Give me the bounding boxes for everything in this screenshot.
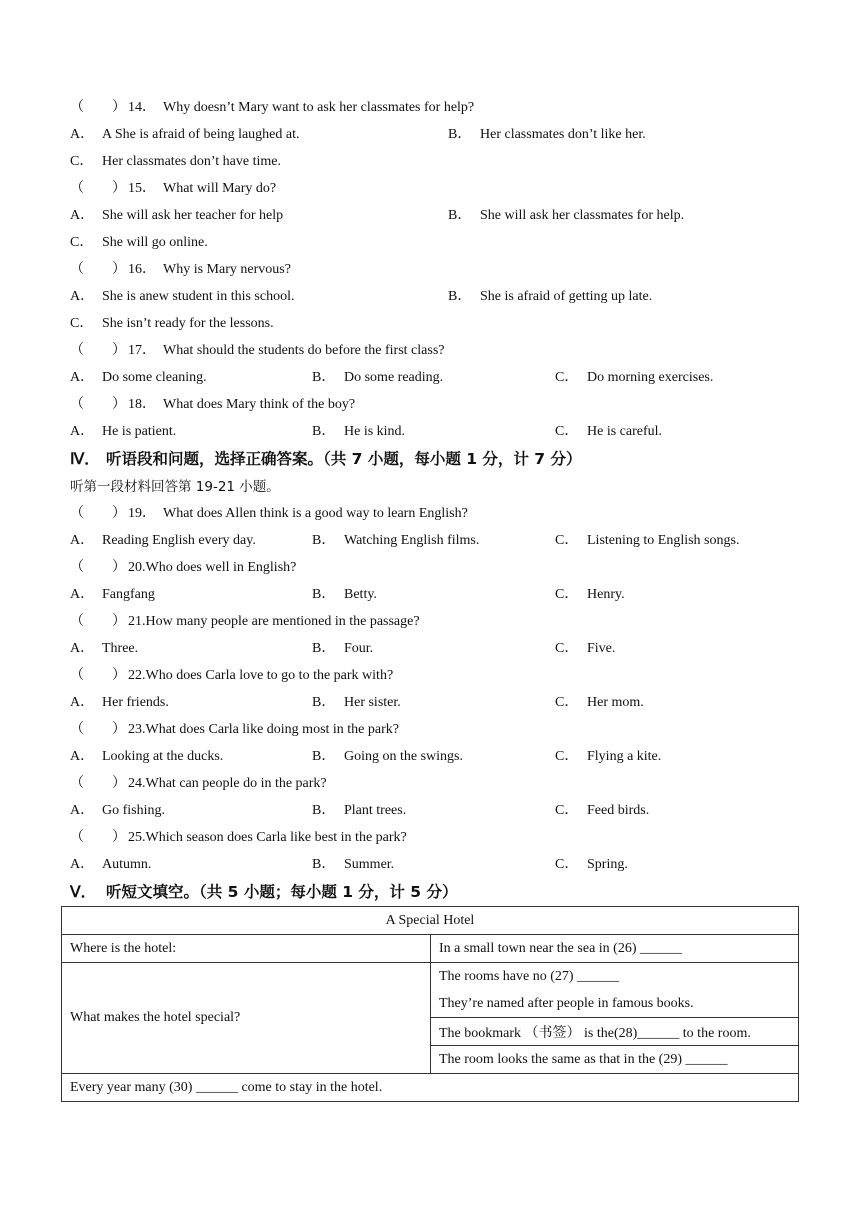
option-a (70, 748, 223, 766)
option-a (70, 126, 300, 144)
table-row (62, 1074, 799, 1102)
option-text: He is kind. (344, 424, 406, 439)
option-text: Autumn. (102, 857, 152, 872)
option-c (555, 856, 628, 874)
option-text: Do some reading. (344, 370, 444, 385)
option-text: Listening to English songs. (587, 533, 740, 548)
option-b (312, 856, 394, 874)
option-a (70, 856, 151, 874)
option-b (312, 369, 443, 387)
table-cell: What makes the hotel special? (62, 963, 431, 1074)
question-stem (70, 559, 296, 577)
option-text: Plant trees. (344, 803, 407, 818)
table-row (62, 935, 799, 963)
option-text: Four. (344, 641, 374, 656)
option-letter: B． (312, 424, 336, 439)
option-text: Betty. (344, 587, 377, 602)
option-letter: C． (555, 641, 579, 656)
option-letter: B． (312, 641, 336, 656)
option-letter: C． (555, 803, 579, 818)
section-note: 听第一段材料回答第 19-21 小题。 (70, 479, 280, 495)
option-c (555, 694, 644, 712)
option-letter: A． (70, 587, 95, 602)
table-title: A Special Hotel (62, 907, 799, 935)
table-cell: The room looks the same as that in the (29) ______ (431, 1046, 799, 1074)
option-c (555, 586, 625, 604)
option-text: Reading English every day. (102, 533, 256, 548)
section-title: 听短文填空。（共 5 小题；每小题 1 分，计 5 分） (106, 883, 458, 901)
question-stem (70, 667, 393, 685)
option-letter: B． (448, 127, 472, 142)
option-a (70, 640, 138, 658)
question-stem (70, 180, 276, 198)
option-letter: C． (70, 235, 94, 250)
option-text: Her mom. (587, 695, 644, 710)
option-c (70, 234, 208, 252)
option-b (448, 126, 646, 144)
option-letter: A． (70, 289, 95, 304)
option-b (312, 423, 405, 441)
option-a (70, 802, 165, 820)
option-text: Summer. (344, 857, 395, 872)
cell-line: They’re named after people in famous books. (439, 996, 694, 1011)
option-text: Flying a kite. (587, 749, 662, 764)
table-row (62, 963, 799, 1018)
option-a (70, 694, 169, 712)
answer-paren: （ ） (70, 262, 126, 277)
option-letter: A． (70, 370, 95, 385)
section-heading-4 (70, 449, 581, 470)
answer-paren: （ ） (70, 506, 126, 521)
question-stem (70, 261, 291, 279)
option-a (70, 288, 295, 306)
answer-paren: （ ） (70, 181, 126, 196)
table-cell: The bookmark （书签） is the(28)______ to the room. (431, 1018, 799, 1046)
option-letter: A． (70, 424, 95, 439)
table-cell: Where is the hotel: (62, 935, 431, 963)
option-b (448, 207, 684, 225)
answer-paren: （ ） (70, 776, 126, 791)
option-letter: B． (312, 803, 336, 818)
option-letter: C． (70, 154, 94, 169)
question-stem (70, 775, 327, 793)
option-letter: A． (70, 695, 95, 710)
answer-paren: （ ） (70, 343, 126, 358)
option-letter: A． (70, 641, 95, 656)
question-stem (70, 342, 444, 360)
question-text: 22.Who does Carla love to go to the park with? (128, 668, 394, 683)
option-b (312, 748, 463, 766)
option-letter: B． (312, 857, 336, 872)
option-b (312, 640, 373, 658)
option-text: Spring. (587, 857, 628, 872)
option-text: Watching English films. (344, 533, 480, 548)
question-text: 21.How many people are mentioned in the passage? (128, 614, 420, 629)
cell-line: The rooms have no (27) ______ (439, 969, 620, 984)
option-letter: B． (312, 587, 336, 602)
option-a (70, 423, 176, 441)
option-letter: C． (555, 424, 579, 439)
option-b (448, 288, 652, 306)
option-b (312, 586, 377, 604)
option-text: She is afraid of getting up late. (480, 289, 653, 304)
option-letter: C． (555, 749, 579, 764)
question-stem (70, 505, 468, 523)
option-a (70, 207, 283, 225)
option-text: Do some cleaning. (102, 370, 207, 385)
question-text: 20.Who does well in English? (128, 560, 297, 575)
option-text: Fangfang (102, 587, 155, 602)
option-letter: A． (70, 208, 95, 223)
option-text: Three. (102, 641, 139, 656)
option-text: Her classmates don’t like her. (480, 127, 646, 142)
option-c (555, 369, 713, 387)
option-a (70, 532, 256, 550)
option-text: Her sister. (344, 695, 401, 710)
option-c (70, 153, 281, 171)
answer-paren: （ ） (70, 722, 126, 737)
answer-paren: （ ） (70, 614, 126, 629)
option-letter: C． (555, 587, 579, 602)
option-letter: A． (70, 857, 95, 872)
option-letter: A． (70, 533, 95, 548)
option-letter: B． (312, 695, 336, 710)
question-text: 19． What does Allen think is a good way to learn English? (128, 506, 468, 521)
option-text: She isn’t ready for the lessons. (102, 316, 274, 331)
option-text: Going on the swings. (344, 749, 463, 764)
hotel-table (61, 906, 799, 1102)
option-text: She will go online. (102, 235, 208, 250)
table-cell: Every year many (30) ______ come to stay in the hotel. (62, 1074, 799, 1102)
option-b (312, 532, 479, 550)
option-letter: B． (312, 749, 336, 764)
option-text: Looking at the ducks. (102, 749, 224, 764)
question-stem (70, 99, 474, 117)
option-c (70, 315, 274, 333)
question-stem (70, 721, 399, 739)
option-a (70, 369, 207, 387)
question-text: 17． What should the students do before the first class? (128, 343, 445, 358)
section-heading-5 (70, 882, 457, 903)
option-text: A She is afraid of being laughed at. (102, 127, 300, 142)
option-text: He is careful. (587, 424, 663, 439)
option-c (555, 423, 662, 441)
option-letter: C． (555, 857, 579, 872)
question-text: 18． What does Mary think of the boy? (128, 397, 356, 412)
answer-paren: （ ） (70, 560, 126, 575)
option-text: Feed birds. (587, 803, 650, 818)
option-letter: B． (448, 208, 472, 223)
option-text: Her friends. (102, 695, 169, 710)
answer-paren: （ ） (70, 830, 126, 845)
answer-paren: （ ） (70, 100, 126, 115)
option-text: He is patient. (102, 424, 177, 439)
option-letter: B． (312, 370, 336, 385)
question-stem (70, 396, 355, 414)
option-letter: C． (555, 695, 579, 710)
answer-paren: （ ） (70, 668, 126, 683)
option-c (555, 748, 661, 766)
option-a (70, 586, 155, 604)
question-text: 15． What will Mary do? (128, 181, 277, 196)
option-text: Henry. (587, 587, 625, 602)
question-stem (70, 613, 420, 631)
question-text: 24.What can people do in the park? (128, 776, 327, 791)
section-number: Ⅴ． (70, 884, 97, 901)
option-text: Do morning exercises. (587, 370, 714, 385)
option-letter: C． (555, 533, 579, 548)
option-letter: C． (555, 370, 579, 385)
question-text: 16． Why is Mary nervous? (128, 262, 291, 277)
question-text: 25.Which season does Carla like best in the park? (128, 830, 407, 845)
question-stem (70, 829, 407, 847)
option-letter: A． (70, 127, 95, 142)
option-c (555, 640, 615, 658)
option-letter: C． (70, 316, 94, 331)
option-text: Go fishing. (102, 803, 165, 818)
option-text: Her classmates don’t have time. (102, 154, 281, 169)
option-letter: A． (70, 803, 95, 818)
option-letter: B． (312, 533, 336, 548)
option-letter: B． (448, 289, 472, 304)
table-row (62, 907, 799, 935)
section-title: 听语段和问题，选择正确答案。（共 7 小题，每小题 1 分，计 7 分） (106, 450, 582, 468)
option-text: She will ask her teacher for help (102, 208, 284, 223)
table-cell (431, 963, 799, 1018)
option-text: She will ask her classmates for help. (480, 208, 685, 223)
option-text: She is anew student in this school. (102, 289, 295, 304)
table-cell: In a small town near the sea in (26) ______ (431, 935, 799, 963)
option-b (312, 694, 401, 712)
section-number: Ⅳ． (70, 451, 100, 468)
option-b (312, 802, 406, 820)
question-text: 23.What does Carla like doing most in the park? (128, 722, 399, 737)
option-letter: A． (70, 749, 95, 764)
question-text: 14． Why doesn’t Mary want to ask her classmates for help? (128, 100, 475, 115)
option-text: Five. (587, 641, 616, 656)
option-c (555, 802, 649, 820)
answer-paren: （ ） (70, 397, 126, 412)
option-c (555, 532, 739, 550)
